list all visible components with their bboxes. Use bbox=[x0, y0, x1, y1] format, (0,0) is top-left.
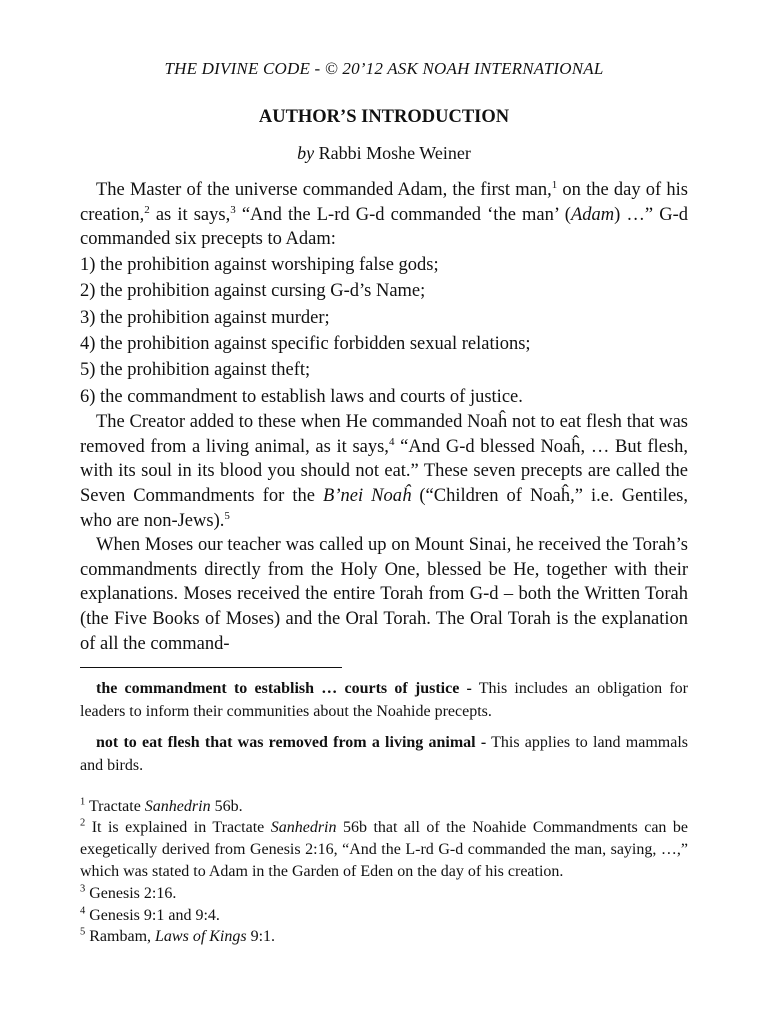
footnote-ref-4[interactable]: 4 bbox=[388, 435, 395, 448]
footnote-number: 4 bbox=[80, 905, 86, 917]
byline-by: by bbox=[297, 143, 315, 163]
footnote-number: 1 bbox=[80, 796, 86, 808]
footnote-ref-5[interactable]: 5 bbox=[224, 509, 230, 522]
footnote-text: Rambam, bbox=[85, 928, 156, 946]
footnote-3 bbox=[80, 883, 688, 905]
paragraph-1 bbox=[80, 178, 688, 252]
main-text bbox=[80, 178, 688, 656]
footnote-text: Genesis 2:16. bbox=[85, 884, 177, 902]
note-term: not to eat flesh that was removed from a living animal - bbox=[96, 734, 487, 752]
side-notes bbox=[80, 678, 688, 777]
footnote-ref-1[interactable]: 1 bbox=[551, 178, 558, 191]
footnote-text: It is explained in Tractate bbox=[85, 819, 271, 837]
note-text: This applies to land mammals and birds. bbox=[80, 734, 688, 774]
para2-text-2: “And G-d blessed Noaĥ, … But flesh, with its soul in its blood you should not eat.” These seven precepts are called the Seven Commandments for the bbox=[80, 436, 688, 506]
running-header: THE DIVINE CODE - © 20’12 ASK NOAH INTERNATIONAL bbox=[164, 59, 604, 78]
para1-italic-adam: Adam bbox=[570, 204, 615, 225]
precepts-list bbox=[80, 252, 688, 410]
footnote-number: 3 bbox=[80, 883, 86, 895]
para2-text-3: (“Children of Noaĥ,” i.e. Gentiles, who are non-Jews). bbox=[80, 486, 689, 531]
footnote-number: 5 bbox=[80, 926, 86, 938]
paragraph-3: When Moses our teacher was called up on Mount Sinai, he received the Torah’s commandments directly from the Holy One, blessed be He, together with their explanations. Moses received the entire Torah from G-d – both the Written Torah (the Five Books of Moses) and the Oral Torah. The Oral Torah is the explanation of all the command- bbox=[80, 535, 688, 654]
footnote-italic: Laws of Kings bbox=[155, 928, 247, 946]
footnote-5 bbox=[80, 926, 688, 948]
list-item: 4) the prohibition against specific forbidden sexual relations; bbox=[80, 334, 531, 354]
footnote-text: 56b. bbox=[210, 797, 243, 815]
list-item: 6) the commandment to establish laws and courts of justice. bbox=[80, 386, 523, 407]
para2-text-1: The Creator added to these when He commanded Noaĥ not to eat flesh that was removed from a living animal, as it says, bbox=[80, 412, 688, 457]
note-item bbox=[80, 678, 688, 723]
para1-text-3: as it says, bbox=[149, 204, 231, 225]
para1-text-5: ) …” G-d commanded six precepts to Adam: bbox=[80, 204, 688, 250]
page-title: AUTHOR’S INTRODUCTION bbox=[258, 107, 510, 127]
note-term: the commandment to establish … courts of justice - bbox=[96, 680, 472, 698]
para2-italic-bnei-noah: B’nei Noaĥ bbox=[323, 486, 412, 506]
list-item: 1) the prohibition against worshiping false gods; bbox=[80, 254, 439, 275]
list-item: 5) the prohibition against theft; bbox=[80, 360, 311, 381]
footnote-text: Tractate bbox=[85, 797, 145, 815]
paragraph-2 bbox=[80, 410, 688, 533]
note-text: This includes an obligation for leaders to inform their communities about the Noahide precepts. bbox=[80, 680, 688, 720]
footnote-4 bbox=[80, 905, 688, 927]
footnote-ref-2[interactable]: 2 bbox=[144, 203, 150, 216]
byline bbox=[80, 140, 688, 166]
footnote-ref-3[interactable]: 3 bbox=[230, 203, 236, 216]
footnote-italic: Sanhedrin bbox=[270, 819, 337, 837]
list-item: 3) the prohibition against murder; bbox=[80, 307, 330, 328]
para1-text-2: on the day of his creation, bbox=[80, 180, 688, 225]
note-item bbox=[80, 732, 688, 777]
footnote-italic: Sanhedrin bbox=[144, 797, 211, 815]
para1-text-1: The Master of the universe commanded Adam, the first man, bbox=[96, 180, 552, 200]
footnote-text: 56b that all of the Noahide Commandments can be exegetically derived from Genesis 2:16, “And the L-rd G-d commanded the man, saying, …,” which was stated to Adam in the Garden of Eden on the day of his creation. bbox=[80, 819, 688, 880]
footnote-number: 2 bbox=[80, 818, 86, 829]
footnotes bbox=[80, 796, 688, 949]
footnote-1 bbox=[80, 796, 688, 818]
footnote-text: Genesis 9:1 and 9:4. bbox=[85, 906, 220, 924]
list-item: 2) the prohibition against cursing G-d’s Name; bbox=[80, 281, 426, 302]
byline-author: Rabbi Moshe Weiner bbox=[318, 143, 471, 163]
footnote-text: 9:1. bbox=[246, 928, 276, 946]
footnote-divider bbox=[80, 667, 342, 668]
footnote-2 bbox=[80, 817, 688, 882]
para1-text-4: “And the L-rd G-d commanded ‘the man’ ( bbox=[235, 204, 571, 225]
